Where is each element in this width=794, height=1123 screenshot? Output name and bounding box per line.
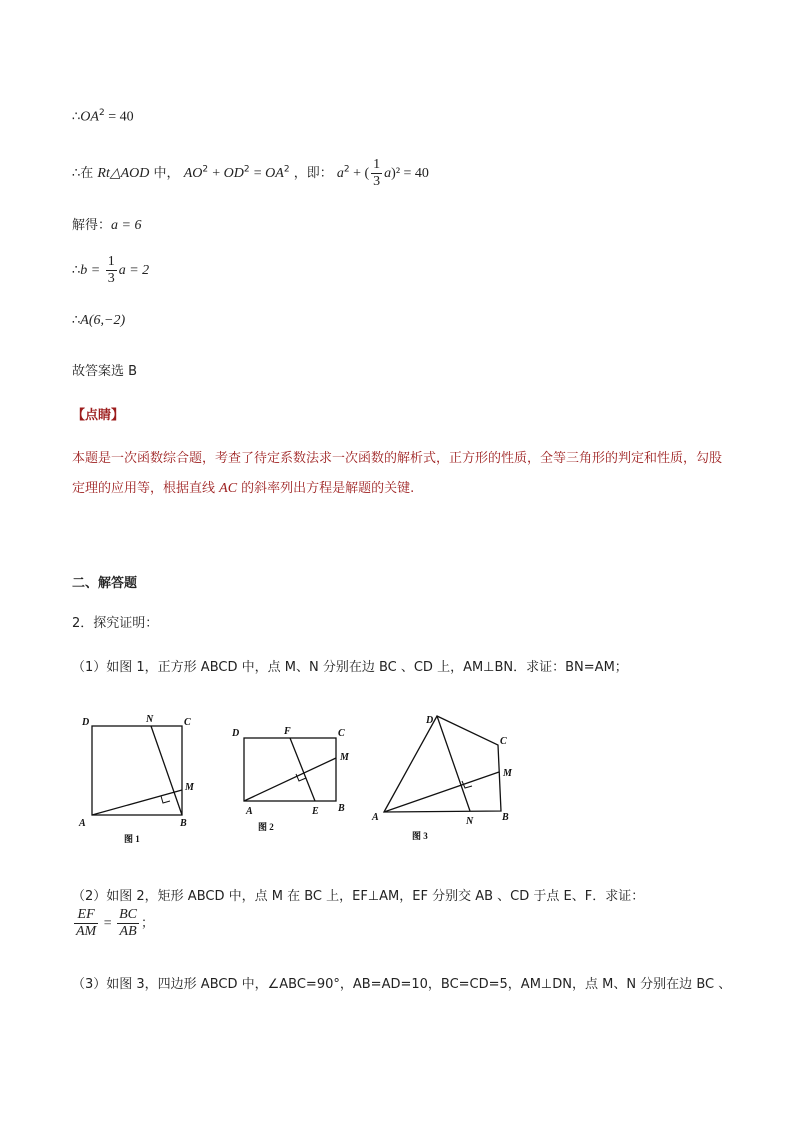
question-label: 2．探究证明：	[72, 616, 159, 631]
fig3-label-a: A	[372, 812, 379, 823]
question-part-3: （3）如图 3，四边形 ABCD 中，∠ABC=90°，AB=AD=10，BC=CD=5，AM⊥DN，点 M、N 分别在边 BC 、	[72, 977, 732, 992]
triangle-label: Rt△AOD	[97, 166, 150, 181]
ratio-equation: $\frac{EF}{AM}$ = $\frac{BC}{AB}$ ；	[76, 907, 155, 939]
section-title: 二、解答题	[72, 576, 138, 591]
fig3-caption: 图 3	[412, 831, 428, 841]
line-solve: 解得：a = 6	[72, 218, 142, 233]
line-b-value: ∴b = $\frac{1}{3}$ a = 2	[72, 254, 150, 286]
question-part-2: （2）如图 2，矩形 ABCD 中，点 M 在 BC 上，EF⊥AM，EF 分别交 AB 、CD 于点 E、F．求证：	[72, 889, 645, 904]
fig1-label-d: D	[82, 717, 90, 728]
fig1-label-a: A	[79, 818, 86, 829]
fig1-label-b: B	[180, 818, 187, 829]
comment-heading: 【点睛】	[72, 408, 125, 423]
line-point-a: ∴A(6,−2)	[72, 313, 126, 328]
fraction-ef-am: $\frac{EF}{AM}$	[76, 907, 97, 939]
figure-3	[366, 706, 526, 846]
fig1-caption: 图 1	[124, 834, 140, 844]
fig2-label-f: F	[284, 726, 291, 737]
fig1-label-c: C	[184, 717, 191, 728]
line-pythagoras: ∴在 Rt△AOD 中， $AO^2 + OD^2 = OA^2$ ，即： $a^2$ + ( $\frac{1}{3}$ a)² = 40	[72, 157, 429, 189]
figure-2	[228, 718, 358, 843]
fraction-one-third: $\frac{1}{3}$	[373, 157, 381, 189]
fig3-label-b: B	[502, 812, 509, 823]
fig2-label-c: C	[338, 728, 345, 739]
fig1-label-n: N	[146, 714, 154, 725]
fig2-label-b: B	[338, 803, 345, 814]
fig3-label-m: M	[503, 768, 512, 779]
figure-1	[72, 710, 202, 850]
fig2-caption: 图 2	[258, 822, 274, 832]
question-part-1: （1）如图 1，正方形 ABCD 中，点 M、N 分别在边 BC 、CD 上，AM⊥BN．求证：BN=AM；	[72, 660, 628, 675]
line-oa-squared: $\therefore OA^2 = 40$	[72, 108, 134, 125]
fig3-label-c: C	[500, 736, 507, 747]
fig2-label-a: A	[246, 806, 253, 817]
line-answer: 故答案选 B	[72, 364, 138, 379]
oa-var: OA	[80, 109, 99, 125]
fig2-label-m: M	[340, 752, 349, 763]
fig1-label-m: M	[185, 782, 194, 793]
fig3-label-d: D	[426, 715, 434, 726]
fraction-bc-ab: $\frac{BC}{AB}$	[119, 907, 138, 939]
fig2-label-d: D	[232, 728, 240, 739]
fraction-one-third-b: $\frac{1}{3}$	[107, 254, 115, 286]
fig3-label-n: N	[466, 816, 474, 827]
comment-text: 本题是一次函数综合题，考查了待定系数法求一次函数的解析式，正方形的性质，全等三角形的判定和性质，勾股定理的应用等，根据直线 AC 的斜率列出方程是解题的关键.	[72, 451, 723, 496]
fig2-label-e: E	[312, 806, 319, 817]
